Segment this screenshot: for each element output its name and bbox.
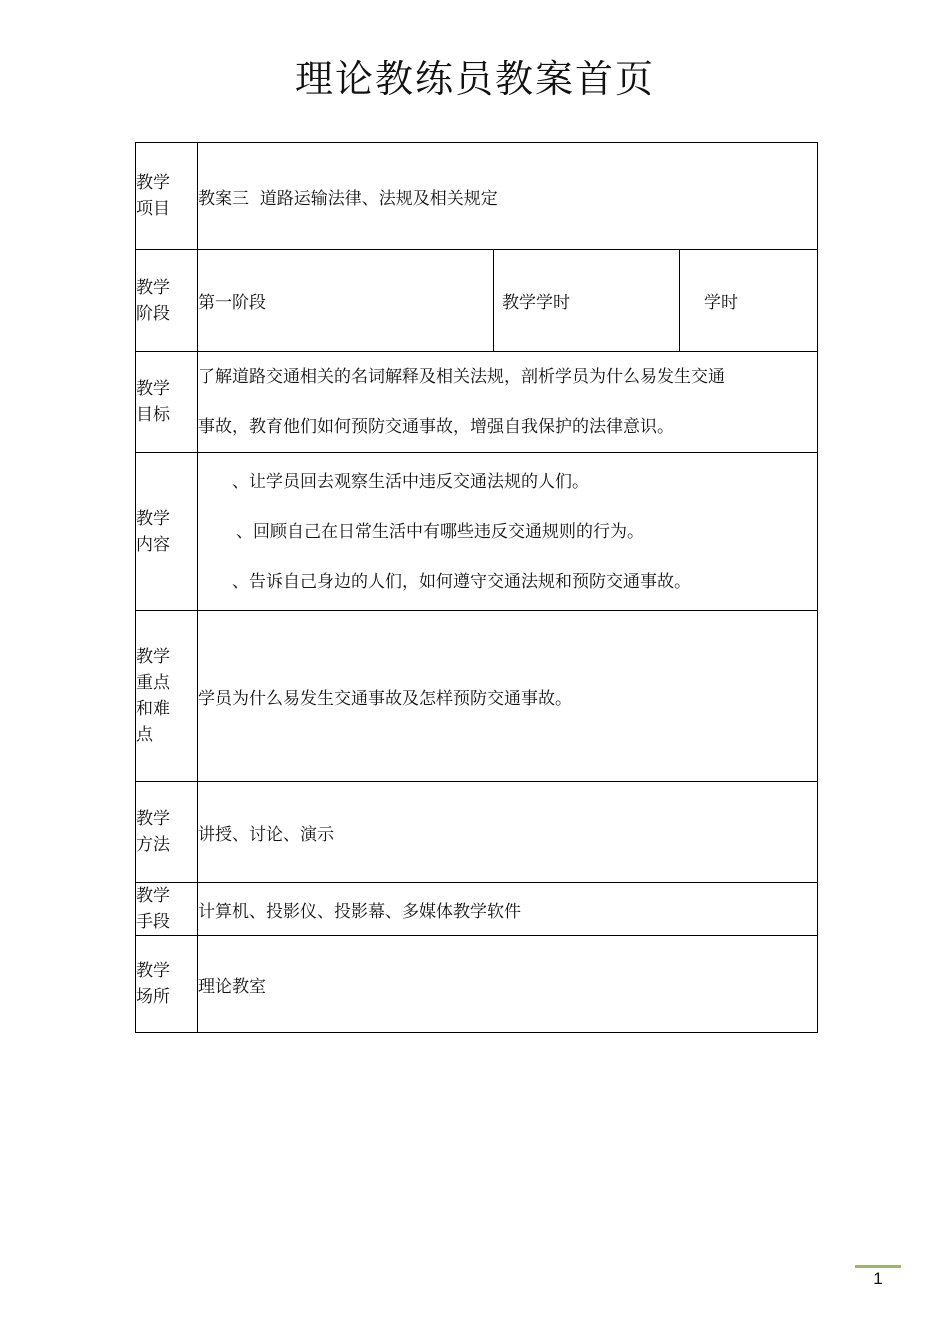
content-item: 、告诉自己身边的人们，如何遵守交通法规和预防交通事故。 (232, 571, 691, 592)
row-project (136, 143, 818, 250)
label-line: 教学 (136, 379, 170, 399)
label-line: 方法 (136, 835, 170, 855)
label-line: 项目 (136, 199, 170, 219)
means-value: 计算机、投影仪、投影幕、多媒体教学软件 (198, 883, 818, 936)
label-line: 教学 (136, 961, 170, 981)
row-focus (136, 611, 818, 782)
label-line: 目标 (136, 405, 170, 425)
row-place (136, 936, 818, 1033)
label-line: 点 (136, 725, 153, 745)
lesson-plan-table (135, 142, 818, 1033)
row-goal (136, 352, 818, 453)
label-method (136, 782, 198, 883)
row-means (136, 883, 818, 936)
method-value: 讲授、讨论、演示 (198, 782, 818, 883)
label-line: 手段 (136, 912, 170, 932)
content-item: 、回顾自己在日常生活中有哪些违反交通规则的行为。 (236, 521, 644, 542)
footer-accent-line (855, 1265, 901, 1268)
goal-value (198, 352, 818, 453)
label-line: 教学 (136, 508, 170, 529)
goal-line: 了解道路交通相关的名词解释及相关法规，剖析学员为什么易发生交通 (198, 367, 725, 387)
label-content (136, 453, 198, 611)
label-line: 教学 (136, 809, 170, 829)
hours-label: 教学学时 (494, 250, 680, 352)
label-goal (136, 352, 198, 453)
content-item: 、让学员回去观察生活中违反交通法规的人们。 (232, 471, 589, 492)
label-stage (136, 250, 198, 352)
label-place (136, 936, 198, 1033)
label-line: 内容 (136, 534, 170, 555)
label-focus (136, 611, 198, 782)
row-stage (136, 250, 818, 352)
place-value: 理论教室 (198, 936, 818, 1033)
row-method (136, 782, 818, 883)
focus-value: 学员为什么易发生交通事故及怎样预防交通事故。 (198, 611, 818, 782)
label-line: 阶段 (136, 303, 170, 324)
label-means (136, 883, 198, 936)
label-line: 和难 (136, 699, 170, 719)
label-line: 教学 (136, 277, 170, 298)
goal-line: 事故，教育他们如何预防交通事故，增强自我保护的法律意识。 (198, 417, 674, 437)
label-line: 重点 (136, 673, 170, 693)
label-line: 教学 (136, 647, 170, 667)
label-line: 教学 (136, 173, 170, 193)
label-line: 场所 (136, 987, 170, 1007)
content-list (198, 453, 818, 611)
page-title: 理论教练员教案首页 (294, 57, 655, 101)
page-number: 1 (873, 1269, 883, 1288)
label-project (136, 143, 198, 250)
row-content (136, 453, 818, 611)
project-value: 教案三 道路运输法律、法规及相关规定 (198, 143, 818, 250)
stage-value: 第一阶段 (198, 250, 494, 352)
label-line: 教学 (136, 886, 170, 906)
hours-value: 学时 (680, 250, 818, 352)
